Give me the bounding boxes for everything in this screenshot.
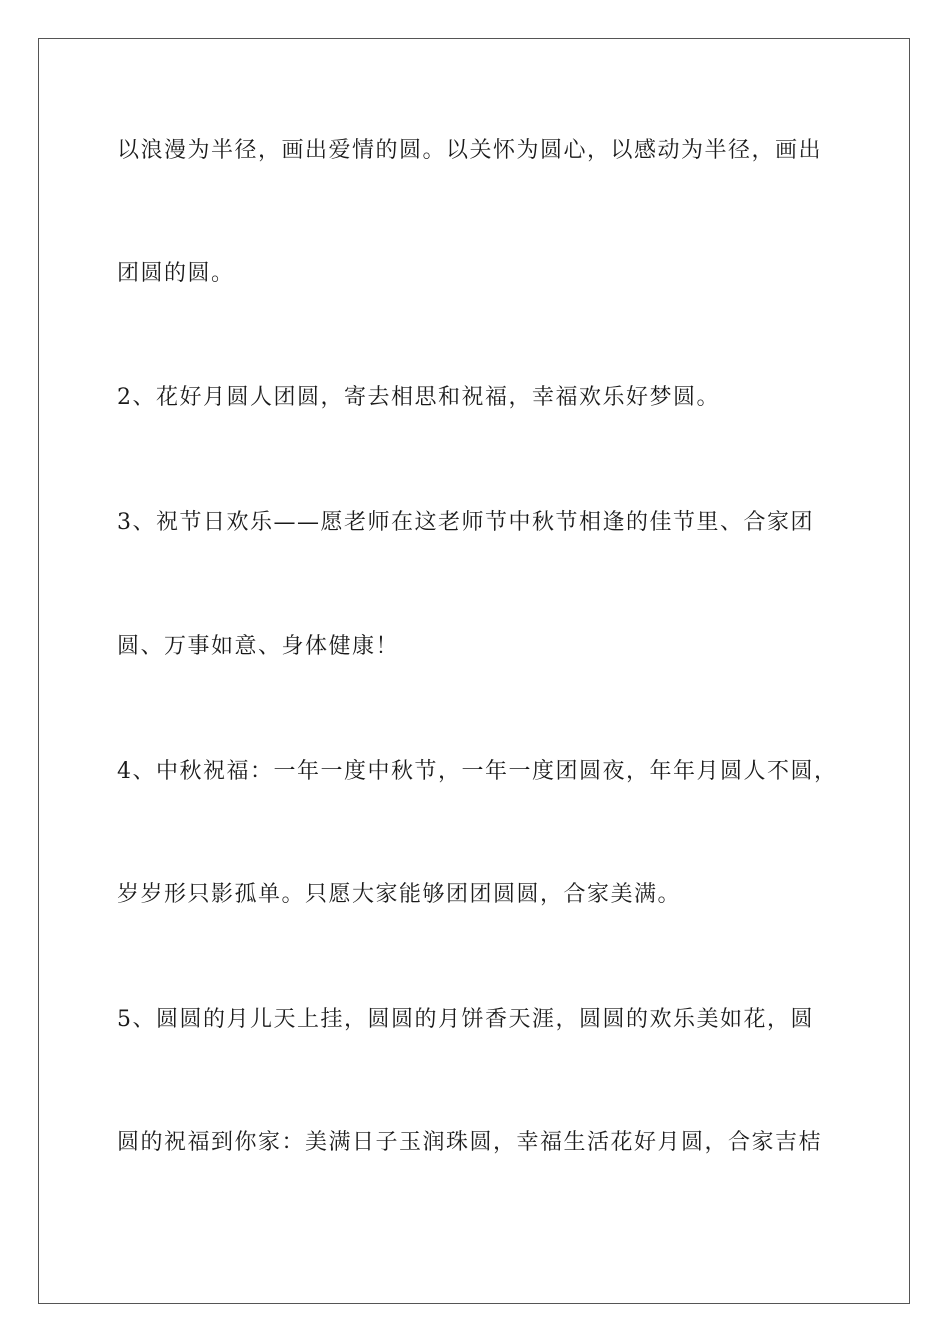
text-line: 4、中秋祝福：一年一度中秋节，一年一度团圆夜，年年月圆人不圆， [117,759,838,784]
text-line: 以浪漫为半径，画出爱情的圆。以关怀为圆心，以感动为半径，画出 [117,138,823,163]
text-line: 5、圆圆的月儿天上挂，圆圆的月饼香天涯，圆圆的欢乐美如花，圆 [117,1007,814,1032]
text-line: 团圆的圆。 [117,261,235,286]
text-line: 3、祝节日欢乐——愿老师在这老师节中秋节相逢的佳节里、合家团 [117,510,814,535]
text-line: 圆、万事如意、身体健康！ [117,634,400,659]
text-line: 岁岁形只影孤单。只愿大家能够团团圆圆，合家美满。 [117,882,682,907]
text-line: 2、花好月圆人团圆，寄去相思和祝福，幸福欢乐好梦圆。 [117,385,720,410]
text-line: 圆的祝福到你家：美满日子玉润珠圆，幸福生活花好月圆，合家吉桔 [117,1130,823,1155]
page-border [38,38,910,1304]
